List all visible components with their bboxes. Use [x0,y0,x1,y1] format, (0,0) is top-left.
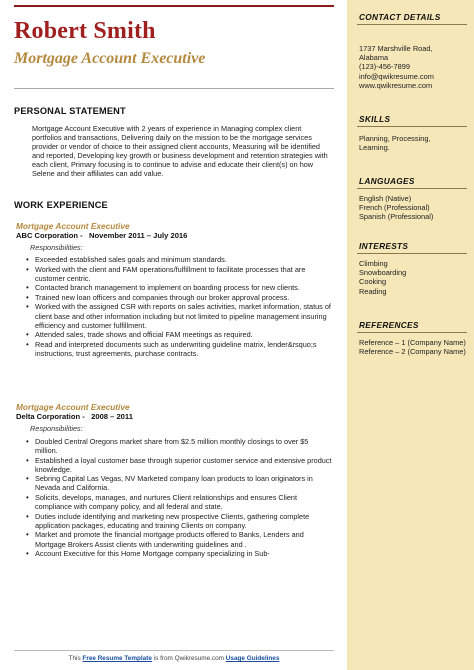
contact-details-heading: CONTACT DETAILS [359,12,441,22]
interest-reading: Reading [359,286,387,296]
language-french: French (Professional) [359,203,430,213]
languages-list [359,194,467,222]
list-item: • Market and promote the financial mortgage products offered to Banks, Lenders and Mortgage Brokers Assist clients with underwriting guidelines and . [26,530,332,548]
references-heading: REFERENCES [359,320,419,330]
contact-address-line-2: Alabama [359,53,389,63]
sidebar [347,0,474,670]
language-english: English (Native) [359,194,412,203]
skills-line-2: Learning. [359,143,390,153]
job-2-bullet-list [26,437,332,559]
job-2-company: Delta Corporation - [16,412,85,421]
contact-address-line-1: 1737 Marshville Road, [359,44,433,53]
personal-statement-text: Mortgage Account Executive with 2 years of experience in Managing complex client portfolios and transactions, Delivering daily on the mission to be the mortgage services provider or vendor of choice to their assigned client accounts, Measuring will be identified and reported, Developing key growth or business development and retention strategies with each client, Primary focusing is to continue to advise and educate their client(s) on how Selene and their affiliates can add value. [32,124,328,179]
list-item: • Established a loyal customer base through superior customer service and extensive product knowledge. [26,456,332,474]
contact-email[interactable]: info@qwikresume.com [359,71,434,81]
skills-rule [357,126,467,127]
list-item: • Trained new loan officers and companies through our broker approval process. [26,293,332,302]
list-item: • Contacted branch management to implement on boarding process for new clients. [26,283,332,292]
list-item: • Worked with the assigned CSR with reports on sales activities, market information, status of client base and other information including but not limited to pipeline management insuring efficiency and customer fulfillment. [26,302,332,329]
contact-details [359,44,467,90]
reference-2: Reference – 2 (Company Name) [359,347,466,357]
references-rule [357,332,467,333]
list-item: • Read and interpreted documents such as underwriting guideline matrix, lender&rsquo;s instructions, trust agreements, purchase contracts. [26,340,332,358]
footer-middle: is from Qwikresume.com [151,655,226,662]
contact-website[interactable]: www.qwikresume.com [359,80,433,90]
list-item: • Attended sales, trade shows and official FAM meetings as required. [26,330,332,339]
list-item: • Account Executive for this Home Mortgage company specializing in Sub- [26,549,332,558]
top-accent-bar [14,5,334,7]
job-1-bullet-list [26,255,332,359]
footer-prefix: This [68,655,83,662]
job-2-title: Mortgage Account Executive [16,402,130,412]
job-2-company-line [16,412,133,421]
candidate-name: Robert Smith [14,18,156,44]
interests-heading: INTERESTS [359,241,409,251]
list-item: • Doubled Central Oregons market share from $2.5 million monthly closings to over $5 million. [26,437,332,455]
job-1-company-line [16,231,187,240]
interests-rule [357,253,467,254]
personal-statement-heading: PERSONAL STATEMENT [14,106,126,116]
job-2-responsibilities-label: Responsibilities: [30,424,83,433]
candidate-title: Mortgage Account Executive [14,50,206,67]
languages-heading: LANGUAGES [359,176,415,186]
interest-climbing: Climbing [359,259,388,268]
skills-list [359,134,467,152]
contact-phone: (123)-456-7899 [359,62,410,72]
usage-guidelines-link[interactable]: Usage Guidelines [225,655,280,662]
list-item: • Sebring Capital Las Vegas, NV Marketed company loan products to loan originators in Nevada and California. [26,474,332,492]
contact-rule [357,24,467,25]
interest-snowboarding: Snowboarding [359,268,407,278]
job-1-responsibilities-label: Responsibilities: [30,243,83,252]
reference-1: Reference – 1 (Company Name) [359,338,466,347]
footer [14,650,334,662]
list-item: • Exceeded established sales goals and minimum standards. [26,255,332,264]
header-divider [14,88,334,89]
interests-list [359,259,467,296]
list-item: • Solicits, develops, manages, and nurtures Client relationships and ensures Client compliance with company policy, and all federal and state. [26,493,332,511]
skills-line-1: Planning, Processing, [359,134,431,143]
free-resume-template-link[interactable]: Free Resume Template [82,655,152,662]
list-item: • Duties include identifying and marketing new prospective Clients, gathering complete application packages, educating and training Clients on company. [26,512,332,530]
list-item: • Worked with the client and FAM operations/fulfillment to facilitate processes that are customer centric. [26,265,332,283]
languages-rule [357,188,467,189]
language-spanish: Spanish (Professional) [359,212,434,222]
job-1-company: ABC Corporation - [16,231,83,240]
references-list [359,338,467,356]
job-2-dates: 2008 – 2011 [91,412,133,421]
interest-cooking: Cooking [359,277,387,287]
work-experience-heading: WORK EXPERIENCE [14,200,108,210]
skills-heading: SKILLS [359,114,391,124]
job-1-dates: November 2011 – July 2016 [89,231,188,240]
job-1-title: Mortgage Account Executive [16,221,130,231]
